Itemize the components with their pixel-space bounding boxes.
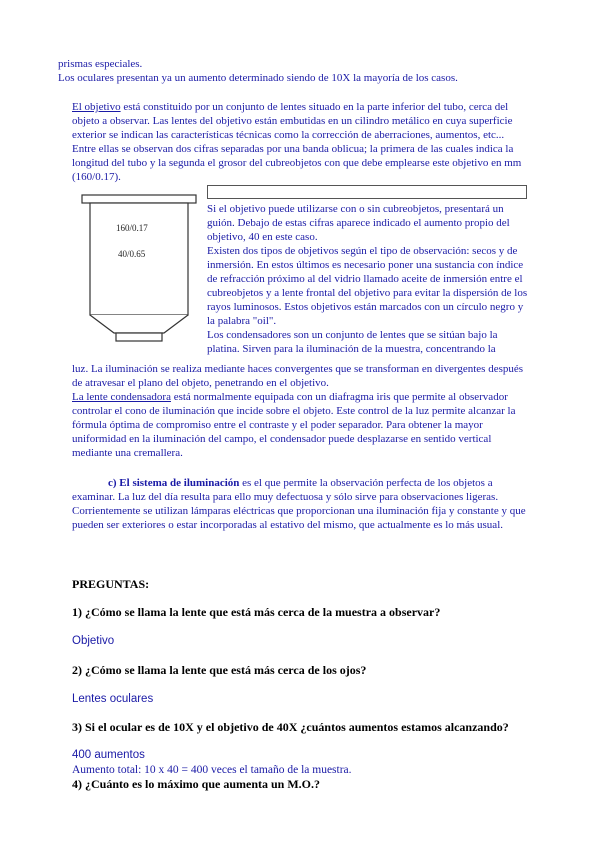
intro-line-2: Los oculares presentan ya un aumento determinado siendo de 10X la mayoría de los casos. bbox=[58, 72, 458, 84]
lens-label-1: 160/0.17 bbox=[116, 223, 148, 233]
lens-tip bbox=[116, 333, 162, 341]
side-paragraph-1: Si el objetivo puede utilizarse con o sin cubreobjetos, presentará un guión. Debajo de estas cifras aparece indicado el aumento propio del objetivo, 40 en este caso. bbox=[207, 203, 510, 243]
preguntas-heading: PREGUNTAS: bbox=[72, 577, 150, 591]
question-4: 4) ¿Cuánto es lo máximo que aumenta un M.O.? bbox=[72, 777, 321, 791]
side-paragraph-3: Los condensadores son un conjunto de lentes que se sitúan bajo la platina. Sirven para la iluminación de la muestra, concentrando la bbox=[207, 329, 498, 355]
lens-top-rim bbox=[82, 195, 196, 203]
luz-text: luz. La iluminación se realiza mediante haces convergentes que se transforman en divergentes después de atravesar el plano del objeto, penetrando en el objetivo. bbox=[72, 363, 524, 389]
question-1: 1) ¿Cómo se llama la lente que está más cerca de la muestra a observar? bbox=[72, 605, 441, 619]
iluminacion-text: es el que permite la observación perfecta de los objetos a examinar. La luz del día resulta para ello muy defectuosa y sólo sirve para observaciones ligeras. Corrientemente se utilizan lámparas eléctricas que proporcionan una iluminación fija y constante y que pueden ser exteriores o estar incorporadas al estativo del mismo, que actualmente es lo más usual. bbox=[72, 477, 526, 531]
question-3: 3) Si el ocular es de 10X y el objetivo de 40X ¿cuántos aumentos estamos alcanzando? bbox=[72, 720, 509, 734]
iluminacion-term: c) El sistema de iluminación bbox=[108, 477, 240, 489]
question-2: 2) ¿Cómo se llama la lente que está más cerca de los ojos? bbox=[72, 663, 367, 677]
answer-3b: Aumento total: 10 x 40 = 400 veces el tamaño de la muestra. bbox=[72, 764, 352, 776]
condensadora-term: La lente condensadora bbox=[72, 391, 171, 403]
iluminacion-paragraph bbox=[72, 476, 528, 532]
condensadora-text: está normalmente equipada con un diafragma iris que permite al observador controlar el cono de iluminación que incide sobre el objeto. Este control de la luz permite alcanzar la fórmula óptima de compromiso entre el contraste y el poder separador. Para obtener la mayor uniformidad en la iluminación del campo, el condensador puede desplazarse en sentido vertical mediante una cremallera. bbox=[72, 391, 516, 459]
side-text bbox=[207, 202, 529, 356]
objective-lens-diagram bbox=[80, 193, 198, 348]
lens-label-2: 40/0.65 bbox=[118, 249, 146, 259]
luz-paragraph bbox=[72, 362, 528, 390]
side-paragraph-2: Existen dos tipos de objetivos según el tipo de observación: secos y de inmersión. En estos últimos es necesario poner una sustancia con índice de refracción próximo al del vidrio llamado aceite de inmersión entre el cubreobjetos y a lente frontal del objetivo para evitar la dispersión de los rayos luminosos. Estos objetivos están marcados con un círculo negro y la palabra "oil". bbox=[207, 245, 528, 327]
objetivo-text: está constituido por un conjunto de lentes situado en la parte inferior del tubo, cerca del objeto a observar. Las lentes del objetivo están embutidas en un cilindro metálico en cuya superficie exterior se indican las características técnicas como la corrección de aberraciones, aumentos, etc... Entre ellas se observan dos cifras separadas por una banda oblicua; la primera de las cuales indica la longitud del tubo y la segunda el grosor del cubreobjetos con que debe emplearse este objetivo en mm (160/0.17). bbox=[72, 101, 522, 183]
intro-text bbox=[58, 57, 528, 85]
intro-line-1: prismas especiales. bbox=[58, 58, 143, 70]
answer-1: Objetivo bbox=[72, 635, 115, 647]
condensadora-paragraph bbox=[72, 390, 528, 460]
answer-3a: 400 aumentos bbox=[72, 749, 145, 761]
lens-taper bbox=[90, 315, 188, 333]
objetivo-term: El objetivo bbox=[72, 101, 121, 113]
answer-2: Lentes oculares bbox=[72, 693, 154, 705]
text-frame-border bbox=[207, 185, 527, 199]
objetivo-paragraph bbox=[72, 100, 528, 184]
lens-barrel bbox=[90, 203, 188, 315]
